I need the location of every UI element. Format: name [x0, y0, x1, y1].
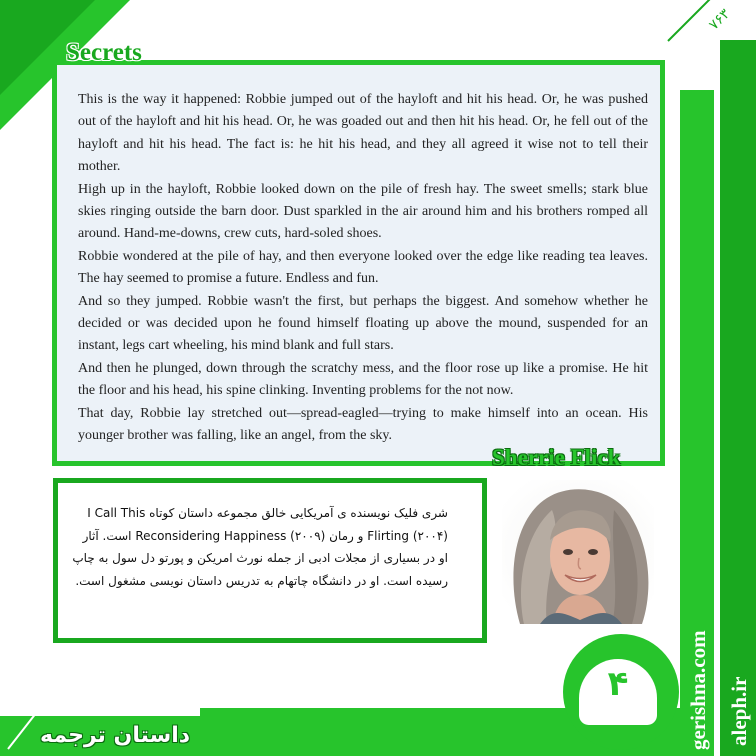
- story-body: [78, 89, 648, 448]
- author-bio: شری فلیک نویسنده ی آمریکایی خالق مجموعه داستان کوتاه I Call This Flirting (۲۰۰۴) و رمان Reconsidering Happiness (۲۰۰۹) است. آثار او در بسیاری از مجلات ادبی از جمله نورث امریکن و پورتو دل سول به چاپ رسیده است. او در دانشگاه چاتهام به تدریس داستان نویسی مشغول است.: [72, 506, 448, 588]
- story-paragraph: And then he plunged, down through the scratchy mess, and the floor rose up like a promise. He hit the floor and his head, his spine clinking. Inventing problems for the not now.: [78, 360, 648, 399]
- issue-number: ۷۶۳: [706, 6, 734, 34]
- author-photo: [502, 480, 654, 624]
- story-paragraph: High up in the hayloft, Robbie looked down on the pile of fresh hay. The sweet smells; stark blue skies ringing outside the barn door. Dust sparkled in the air around him and his brothers romped all around. Hand-me-downs, crew cuts, hard-soled shoes.: [78, 181, 648, 242]
- site-gerishna: gerishna.com: [686, 630, 710, 750]
- section-label: داستان ترجمه: [40, 723, 191, 748]
- side-bar-divider: [714, 40, 720, 756]
- story-paragraph: And so they jumped. Robbie wasn't the first, but perhaps the biggest. And somehow whether he decided or was decided upon he found himself floating up above the mound, suspended for an instant, legs cart wheeling, his mind blank and full stars.: [78, 293, 648, 354]
- side-bar-dark: [720, 40, 756, 756]
- site-aleph: aleph.ir: [727, 676, 751, 746]
- author-name: Sherrie Flick: [492, 445, 621, 470]
- story-paragraph: Robbie wondered at the pile of hay, and then everyone looked over the edge like reading tea leaves. The hay seemed to promise a future. Endless and fun.: [78, 248, 648, 287]
- story-paragraph: This is the way it happened: Robbie jumped out of the hayloft and hit his head. Or, he was pushed out of the hayloft and hit his head. Or, he was goaded out and then hit his head. Or, he fell out of the hayloft and hit his head. The fact is: he hit his head, and they all agreed it wise not to tell their mother.: [78, 92, 648, 175]
- author-portrait-icon: [502, 480, 654, 624]
- page-number: ۴: [607, 664, 629, 704]
- story-paragraph: That day, Robbie lay stretched out—spread-eagled—trying to make himself into an ocean. His younger brother was falling, like an angel, from the sky.: [78, 405, 648, 444]
- story-title: Secrets: [66, 39, 142, 66]
